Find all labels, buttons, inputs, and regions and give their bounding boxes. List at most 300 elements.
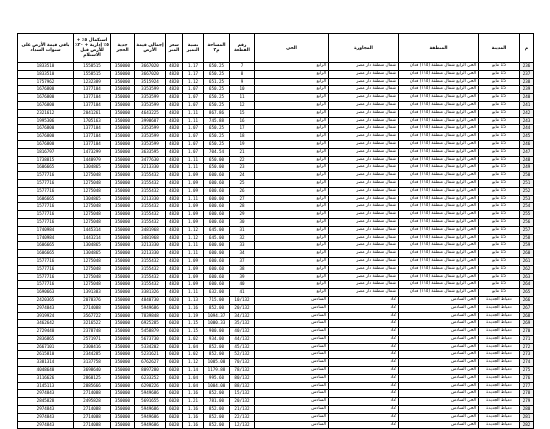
table-row	[18, 133, 534, 141]
cell-total-value: 6233252	[135, 374, 166, 382]
cell-plot-number: 34	[230, 250, 255, 258]
cell-area: 650.25	[204, 140, 230, 148]
cell-region: الحي السادس	[399, 367, 479, 375]
cell-booking-deposit: 350000	[111, 257, 135, 265]
cell-booking-deposit: 350000	[111, 312, 135, 320]
cell-city: 15 مايو	[479, 218, 520, 226]
cell-booking-deposit: 350000	[111, 94, 135, 102]
cell-completion-payment: 1232389	[74, 78, 111, 86]
cell-neighborhood: شمال منطقة دار مصر	[329, 289, 399, 297]
cell-region: الحي الرابع شمال منطقة (١١٥) فدان	[399, 179, 479, 187]
cell-completion-payment: 1275048	[74, 257, 111, 265]
cell-completion-payment: 1391383	[74, 289, 111, 297]
cell-completion-payment: 1275048	[74, 211, 111, 219]
cell-district: السادس	[255, 367, 329, 375]
cell-district: الرابع	[255, 273, 329, 281]
cell-booking-deposit: 350000	[111, 421, 135, 429]
cell-premium-rate: 1.11	[183, 289, 204, 297]
cell-row-index: 263	[520, 273, 534, 281]
cell-city: 15 مايو	[479, 273, 520, 281]
cell-completion-payment: 2714088	[74, 390, 111, 398]
cell-completion-payment: 1558515	[74, 70, 111, 78]
cell-remaining-value: 2974843	[18, 421, 74, 429]
header-plot-number: رقم القطعة	[230, 34, 255, 63]
table-row	[18, 187, 534, 195]
cell-neighborhood: شمال منطقة دار مصر	[329, 179, 399, 187]
cell-area: 600.60	[204, 179, 230, 187]
cell-premium-rate: 1.07	[183, 101, 204, 109]
header-row	[18, 34, 534, 63]
cell-area: 1004.00	[204, 382, 230, 390]
cell-remaining-value: 2974843	[18, 406, 74, 414]
cell-booking-deposit: 350000	[111, 398, 135, 406]
cell-region: الحي الرابع شمال منطقة (١١٥) فدان	[399, 289, 479, 297]
cell-booking-deposit: 350000	[111, 164, 135, 172]
cell-city: 15 مايو	[479, 101, 520, 109]
cell-booking-deposit: 350000	[111, 125, 135, 133]
cell-premium-rate: 1.19	[183, 312, 204, 320]
cell-total-value: 6290226	[135, 382, 166, 390]
cell-city: 15 مايو	[479, 203, 520, 211]
cell-district: الرابع	[255, 211, 329, 219]
cell-region: الحي الرابع شمال منطقة (١١٥) فدان	[399, 226, 479, 234]
cell-city: 15 مايو	[479, 211, 520, 219]
table-row	[18, 351, 534, 359]
cell-total-value: 5231621	[135, 351, 166, 359]
cell-remaining-value: 2974843	[18, 304, 74, 312]
cell-neighborhood: شمال منطقة دار مصر	[329, 164, 399, 172]
cell-premium-rate: 1.09	[183, 203, 204, 211]
cell-row-index: 242	[520, 109, 534, 117]
cell-completion-payment: 3216522	[74, 320, 111, 328]
cell-plot-number: 8	[230, 70, 255, 78]
cell-price-per-meter: 4820	[166, 78, 183, 86]
cell-area: 600.60	[204, 218, 230, 226]
cell-premium-rate: 1.16	[183, 413, 204, 421]
cell-price-per-meter: 4820	[166, 172, 183, 180]
cell-price-per-meter: 4820	[166, 63, 183, 71]
table-body	[18, 63, 534, 429]
cell-area: 650.25	[204, 70, 230, 78]
cell-total-value: 3155432	[135, 265, 166, 273]
cell-premium-rate: 1.16	[183, 421, 204, 429]
cell-area: 650.25	[204, 86, 230, 94]
cell-booking-deposit: 350000	[111, 335, 135, 343]
cell-district: الرابع	[255, 156, 329, 164]
cell-district: الرابع	[255, 86, 329, 94]
cell-booking-deposit: 350000	[111, 242, 135, 250]
cell-plot-number: 39	[230, 273, 255, 281]
cell-city: دمياط الجديدة	[479, 328, 520, 336]
cell-total-value: 3381326	[135, 289, 166, 297]
header-remaining-value: باقي قيمة الأرض على سنوات السداد	[18, 34, 74, 63]
cell-neighborhood: شمال منطقة دار مصر	[329, 172, 399, 180]
cell-row-index: 240	[520, 94, 534, 102]
cell-region: الحي الرابع شمال منطقة (١١٥) فدان	[399, 164, 479, 172]
cell-remaining-value: 2729440	[18, 328, 74, 336]
cell-plot-number: 29	[230, 211, 255, 219]
cell-completion-payment: 2300416	[74, 343, 111, 351]
cell-row-index: 271	[520, 335, 534, 343]
cell-completion-payment: 3137758	[74, 359, 111, 367]
cell-district: الرابع	[255, 226, 329, 234]
cell-premium-rate: 1.12	[183, 359, 204, 367]
cell-city: دمياط الجديدة	[479, 343, 520, 351]
cell-district: الرابع	[255, 265, 329, 273]
cell-region: الحي الرابع شمال منطقة (١١٥) فدان	[399, 94, 479, 102]
cell-area: 600.00	[204, 195, 230, 203]
table-row	[18, 172, 534, 180]
cell-region: الحي السادس	[399, 406, 479, 414]
cell-plot-number: 34/132	[230, 312, 255, 320]
cell-premium-rate: 1.12	[183, 226, 204, 234]
cell-remaining-value: 1606665	[18, 242, 74, 250]
cell-total-value: 6762627	[135, 359, 166, 367]
cell-price-per-meter: 4820	[166, 148, 183, 156]
cell-remaining-value: 1740984	[18, 226, 74, 234]
cell-city: 15 مايو	[479, 257, 520, 265]
cell-total-value: 3353599	[135, 86, 166, 94]
cell-premium-rate: 1.04	[183, 343, 204, 351]
cell-region: الحي الرابع شمال منطقة (١١٥) فدان	[399, 242, 479, 250]
cell-completion-payment: 2714088	[74, 421, 111, 429]
cell-plot-number: 78/132	[230, 367, 255, 375]
cell-row-index: 238	[520, 78, 534, 86]
table-row	[18, 421, 534, 429]
cell-price-per-meter: 4820	[166, 125, 183, 133]
cell-area: 995.60	[204, 374, 230, 382]
cell-neighborhood: شمال منطقة دار مصر	[329, 265, 399, 273]
cell-remaining-value: 1833510	[18, 70, 74, 78]
cell-completion-payment: 1377104	[74, 101, 111, 109]
cell-district: الرابع	[255, 140, 329, 148]
cell-plot-number: 27	[230, 195, 255, 203]
header-index: م	[520, 34, 534, 63]
cell-completion-payment: 2714088	[74, 406, 111, 414]
cell-row-index: 251	[520, 179, 534, 187]
cell-completion-payment: 2070376	[74, 296, 111, 304]
cell-neighborhood: شمال منطقة دار مصر	[329, 250, 399, 258]
cell-remaining-value: 1676800	[18, 140, 74, 148]
cell-row-index: 273	[520, 351, 534, 359]
cell-area: 600.00	[204, 242, 230, 250]
table-row	[18, 179, 534, 187]
cell-premium-rate: 1.11	[183, 156, 204, 164]
cell-city: دمياط الجديدة	[479, 374, 520, 382]
cell-region: الحي الرابع شمال منطقة (١١٥) فدان	[399, 195, 479, 203]
cell-price-per-meter: 4820	[166, 164, 183, 172]
cell-completion-payment: 1473299	[74, 148, 111, 156]
cell-area: 852.00	[204, 390, 230, 398]
cell-price-per-meter: 4820	[166, 234, 183, 242]
cell-area: 852.00	[204, 421, 230, 429]
cell-city: دمياط الجديدة	[479, 390, 520, 398]
cell-plot-number: 31	[230, 226, 255, 234]
cell-neighborhood: شمال منطقة دار مصر	[329, 86, 399, 94]
cell-booking-deposit: 350000	[111, 156, 135, 164]
cell-booking-deposit: 350000	[111, 203, 135, 211]
cell-plot-number: 33	[230, 242, 255, 250]
cell-plot-number: 19	[230, 140, 255, 148]
cell-price-per-meter: 6020	[166, 413, 183, 421]
cell-remaining-value: 1676800	[18, 125, 74, 133]
header-city: المدينة	[479, 34, 520, 63]
cell-neighborhood: شمال منطقة دار مصر	[329, 133, 399, 141]
cell-total-value: 3213330	[135, 195, 166, 203]
cell-remaining-value: 1676800	[18, 101, 74, 109]
cell-district: السادس	[255, 374, 329, 382]
cell-plot-number: 22	[230, 156, 255, 164]
cell-total-value: 3481968	[135, 234, 166, 242]
cell-premium-rate: 1.15	[183, 320, 204, 328]
cell-remaining-value: 2420365	[18, 296, 74, 304]
cell-area: 600.60	[204, 281, 230, 289]
cell-completion-payment: 1275048	[74, 187, 111, 195]
cell-total-value: 3633595	[135, 148, 166, 156]
cell-plot-number: 12	[230, 101, 255, 109]
cell-price-per-meter: 4820	[166, 273, 183, 281]
cell-plot-number: 35/132	[230, 320, 255, 328]
cell-booking-deposit: 350000	[111, 265, 135, 273]
cell-district: السادس	[255, 398, 329, 406]
cell-row-index: 237	[520, 70, 534, 78]
table-row	[18, 390, 534, 398]
cell-price-per-meter: 6020	[166, 343, 183, 351]
cell-plot-number: 22/132	[230, 413, 255, 421]
cell-remaining-value: 1676800	[18, 86, 74, 94]
header-price-per-meter: سعر المتر	[166, 34, 183, 63]
cell-city: 15 مايو	[479, 289, 520, 297]
cell-district: السادس	[255, 406, 329, 414]
cell-city: 15 مايو	[479, 86, 520, 94]
cell-plot-number: 24	[230, 172, 255, 180]
cell-booking-deposit: 350000	[111, 187, 135, 195]
cell-district: السادس	[255, 328, 329, 336]
cell-region: الحي الرابع شمال منطقة (١١٥) فدان	[399, 257, 479, 265]
cell-district: السادس	[255, 312, 329, 320]
cell-remaining-value: 1606665	[18, 250, 74, 258]
cell-plot-number: 40	[230, 281, 255, 289]
cell-row-index: 259	[520, 242, 534, 250]
cell-remaining-value: 1577716	[18, 257, 74, 265]
cell-total-value: 5458879	[135, 328, 166, 336]
cell-plot-number: 37	[230, 257, 255, 265]
cell-premium-rate: 1.14	[183, 367, 204, 375]
cell-completion-payment: 3698640	[74, 367, 111, 375]
table-row	[18, 70, 534, 78]
cell-remaining-value: 1577716	[18, 172, 74, 180]
cell-plot-number: 11	[230, 94, 255, 102]
cell-remaining-value: 1577716	[18, 187, 74, 195]
cell-remaining-value: 1577716	[18, 281, 74, 289]
cell-plot-number: 45/132	[230, 343, 255, 351]
table-row	[18, 382, 534, 390]
cell-neighborhood: 32	[329, 359, 399, 367]
cell-area: 645.00	[204, 226, 230, 234]
cell-total-value: 3155432	[135, 257, 166, 265]
cell-booking-deposit: 350000	[111, 109, 135, 117]
cell-remaining-value: 3919924	[18, 312, 74, 320]
cell-row-index: 249	[520, 164, 534, 172]
cell-premium-rate: 1.16	[183, 406, 204, 414]
cell-city: 15 مايو	[479, 195, 520, 203]
cell-remaining-value: 2615810	[18, 351, 74, 359]
cell-city: 15 مايو	[479, 156, 520, 164]
table-row	[18, 164, 534, 172]
cell-price-per-meter: 4820	[166, 187, 183, 195]
cell-region: الحي الرابع شمال منطقة (١١٥) فدان	[399, 211, 479, 219]
cell-row-index: 267	[520, 304, 534, 312]
cell-completion-payment: 1275048	[74, 172, 111, 180]
cell-price-per-meter: 6020	[166, 421, 183, 429]
cell-booking-deposit: 350000	[111, 351, 135, 359]
cell-neighborhood: 32	[329, 343, 399, 351]
cell-neighborhood: شمال منطقة دار مصر	[329, 101, 399, 109]
cell-price-per-meter: 6020	[166, 398, 183, 406]
cell-neighborhood: 32	[329, 351, 399, 359]
cell-city: دمياط الجديدة	[479, 296, 520, 304]
cell-total-value: 4840730	[135, 296, 166, 304]
cell-neighborhood: 32	[329, 312, 399, 320]
cell-premium-rate: 1.07	[183, 125, 204, 133]
header-booking-deposit: جدية الحجز	[111, 34, 135, 63]
cell-region: الحي السادس	[399, 328, 479, 336]
cell-row-index: 280	[520, 406, 534, 414]
cell-region: الحي الرابع شمال منطقة (١١٥) فدان	[399, 140, 479, 148]
table-row	[18, 273, 534, 281]
cell-area: 650.25	[204, 94, 230, 102]
cell-total-value: 3155432	[135, 179, 166, 187]
cell-booking-deposit: 350000	[111, 406, 135, 414]
cell-plot-number: 10/132	[230, 296, 255, 304]
cell-area: 1094.37	[204, 312, 230, 320]
cell-city: 15 مايو	[479, 94, 520, 102]
header-neighborhood: المجاورة	[329, 34, 399, 63]
cell-completion-payment: 1377104	[74, 133, 111, 141]
cell-price-per-meter: 4820	[166, 101, 183, 109]
cell-premium-rate: 1.09	[183, 179, 204, 187]
cell-booking-deposit: 350000	[111, 367, 135, 375]
cell-area: 650.25	[204, 125, 230, 133]
table-row	[18, 320, 534, 328]
cell-city: 15 مايو	[479, 179, 520, 187]
cell-price-per-meter: 4820	[166, 257, 183, 265]
cell-total-value: 5949686	[135, 406, 166, 414]
cell-price-per-meter: 4820	[166, 203, 183, 211]
cell-row-index: 248	[520, 156, 534, 164]
cell-total-value: 3213330	[135, 250, 166, 258]
cell-area: 600.60	[204, 203, 230, 211]
cell-region: الحي الرابع شمال منطقة (١١٥) فدان	[399, 203, 479, 211]
cell-area: 745.88	[204, 117, 230, 125]
cell-area: 900.00	[204, 328, 230, 336]
cell-completion-payment: 2714088	[74, 413, 111, 421]
cell-plot-number: 21/132	[230, 406, 255, 414]
cell-area: 632.00	[204, 289, 230, 297]
cell-area: 600.60	[204, 257, 230, 265]
cell-price-per-meter: 4820	[166, 250, 183, 258]
cell-row-index: 258	[520, 234, 534, 242]
cell-price-per-meter: 6020	[166, 328, 183, 336]
cell-neighborhood: 32	[329, 390, 399, 398]
cell-total-value: 3990607	[135, 117, 166, 125]
cell-region: الحي السادس	[399, 390, 479, 398]
cell-total-value: 3155432	[135, 187, 166, 195]
cell-remaining-value: 1833510	[18, 63, 74, 71]
table-row	[18, 328, 534, 336]
cell-remaining-value: 1606665	[18, 164, 74, 172]
cell-row-index: 268	[520, 312, 534, 320]
cell-row-index: 243	[520, 117, 534, 125]
cell-neighborhood: 32	[329, 335, 399, 343]
table-row	[18, 86, 534, 94]
cell-region: الحي الرابع شمال منطقة (١١٥) فدان	[399, 117, 479, 125]
cell-booking-deposit: 350000	[111, 382, 135, 390]
cell-plot-number: 16	[230, 117, 255, 125]
cell-premium-rate: 1.07	[183, 133, 204, 141]
cell-total-value: 6925285	[135, 320, 166, 328]
cell-remaining-value: 1606665	[18, 195, 74, 203]
cell-neighborhood: شمال منطقة دار مصر	[329, 63, 399, 71]
cell-region: الحي الرابع شمال منطقة (١١٥) فدان	[399, 70, 479, 78]
cell-premium-rate: 1.11	[183, 164, 204, 172]
table-row	[18, 406, 534, 414]
cell-city: 15 مايو	[479, 140, 520, 148]
cell-completion-payment: 1275048	[74, 265, 111, 273]
cell-price-per-meter: 4820	[166, 211, 183, 219]
cell-neighborhood: شمال منطقة دار مصر	[329, 140, 399, 148]
cell-plot-number: 12/132	[230, 421, 255, 429]
cell-total-value: 3155432	[135, 211, 166, 219]
cell-plot-number: 25	[230, 179, 255, 187]
cell-plot-number: 80/132	[230, 374, 255, 382]
cell-district: الرابع	[255, 242, 329, 250]
cell-premium-rate: 1.09	[183, 273, 204, 281]
table-row	[18, 304, 534, 312]
cell-plot-number: 20/132	[230, 398, 255, 406]
cell-total-value: 3353599	[135, 140, 166, 148]
cell-city: دمياط الجديدة	[479, 312, 520, 320]
cell-premium-rate: 1.09	[183, 211, 204, 219]
cell-region: الحي الرابع شمال منطقة (١١٥) فدان	[399, 125, 479, 133]
table-row	[18, 109, 534, 117]
cell-remaining-value: 2667101	[18, 343, 74, 351]
cell-area: 600.60	[204, 187, 230, 195]
cell-neighborhood: 32	[329, 406, 399, 414]
cell-district: السادس	[255, 359, 329, 367]
cell-district: الرابع	[255, 187, 329, 195]
cell-district: الرابع	[255, 164, 329, 172]
cell-remaining-value: 1577716	[18, 211, 74, 219]
cell-completion-payment: 1440979	[74, 156, 111, 164]
cell-total-value: 3155432	[135, 203, 166, 211]
cell-area: 650.25	[204, 63, 230, 71]
cell-remaining-value: 1577716	[18, 218, 74, 226]
cell-booking-deposit: 350000	[111, 148, 135, 156]
cell-district: الرابع	[255, 133, 329, 141]
cell-premium-rate: 1.09	[183, 281, 204, 289]
cell-completion-payment: 1377104	[74, 125, 111, 133]
cell-plot-number: 10	[230, 86, 255, 94]
header-total-value: إجمالي قيمة الأرض	[135, 34, 166, 63]
cell-price-per-meter: 6020	[166, 304, 183, 312]
cell-region: الحي السادس	[399, 304, 479, 312]
cell-area: 600.60	[204, 211, 230, 219]
cell-booking-deposit: 350000	[111, 70, 135, 78]
cell-booking-deposit: 350000	[111, 86, 135, 94]
cell-premium-rate: 1.02	[183, 351, 204, 359]
table-row	[18, 226, 534, 234]
